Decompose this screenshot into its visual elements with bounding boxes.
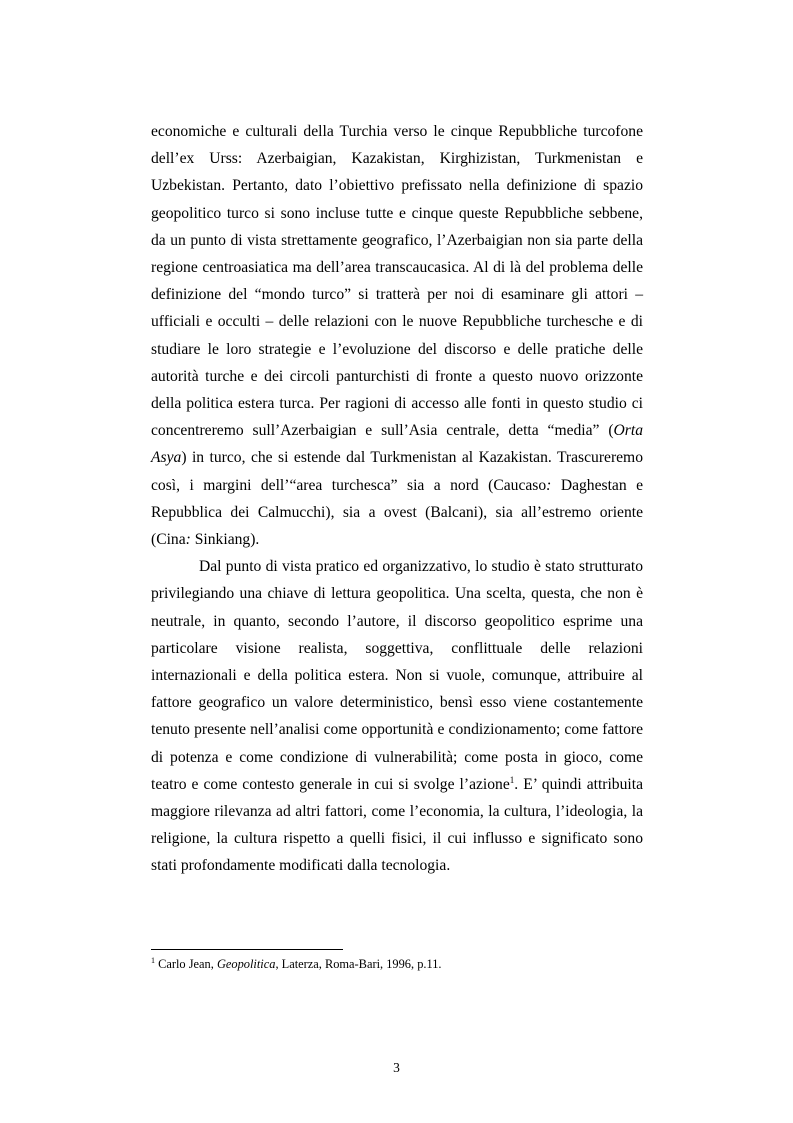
footnote-text: Carlo Jean, [155, 957, 217, 971]
paragraph-2-text: . E’ quindi attribuita maggiore rilevanza ad altri fattori, come l’economia, la cultura, l’ideologia, la religione, la cultura rispetto a quelli fisici, il cui influsso e significato sono stati profondamente modificati dalla tecnologia. [151, 775, 643, 875]
paragraph-1-text: Daghestan e Repubblica dei Calmucchi), sia a ovest (Balcani), sia all’estremo oriente (Cina [151, 476, 643, 549]
footnote-text: , Laterza, Roma-Bari, 1996, p.11. [275, 957, 442, 971]
footnote-book-title: Geopolitica [216, 957, 276, 971]
page-number: 3 [393, 1060, 400, 1075]
footnote [151, 956, 643, 972]
footnote-marker: 1 [151, 956, 155, 965]
paragraph-2-text: Dal punto di vista pratico ed organizzativo, lo studio è stato strutturato privilegiando una chiave di lettura geopolitica. Una scelta, questa, che non è neutrale, in quanto, secondo l’autore, il discorso geopolitico esprime una particolare visione realista, soggettiva, conflittuale delle relazioni internazionali e della politica estera. Non si vuole, comunque, attribuire al fattore geografico un valore deterministico, bensì esso viene costantemente tenuto presente nell’analisi come opportunità e condizionamento; come fattore di potenza e come condizione di vulnerabilità; come posta in gioco, come teatro e come contesto generale in cui si svolge l’azione [151, 558, 643, 793]
paragraph-1-text: Sinkiang). [190, 531, 260, 549]
paragraph-2 [151, 553, 643, 879]
italic-term-orta-asya: Orta Asya [151, 422, 643, 467]
italic-colon: : [546, 476, 552, 494]
footnote-reference[interactable]: 1 [509, 774, 515, 785]
italic-colon: : [185, 531, 191, 549]
footnote-separator [151, 949, 343, 950]
body-text [151, 118, 643, 880]
paragraph-1 [151, 118, 643, 553]
paragraph-1-text: economiche e culturali della Turchia verso le cinque Repubbliche turcofone dell’ex Urss: Azerbaigian, Kazakistan, Kirghizistan, Turkmenistan e Uzbekistan. Pertanto, dato l’obiettivo prefissato nella definizione di spazio geopolitico turco si sono incluse tutte e cinque queste Repubbliche sebbene, da un punto di vista strettamente geografico, l’Azerbaigian non sia parte della regione centroasiatica ma dell’area transcaucasica. Al di là del problema delle definizione del “mondo turco” si tratterà per noi di esaminare gli attori – ufficiali e occulti – delle relazioni con le nuove Repubbliche turchesche e di studiare le loro strategie e l’evoluzione del discorso e delle pratiche delle autorità turche e dei circoli panturchisti di fronte a questo nuovo orizzonte della politica estera turca. Per ragioni di accesso alle fonti in questo studio ci concentreremo sull’Azerbaigian e sull’Asia centrale, detta “media” ( [151, 123, 643, 440]
paragraph-1-text: ) in turco, che si estende dal Turkmenistan al Kazakistan. Trascureremo così, i margini dell’“area turchesca” sia a nord (Caucaso [151, 449, 643, 494]
